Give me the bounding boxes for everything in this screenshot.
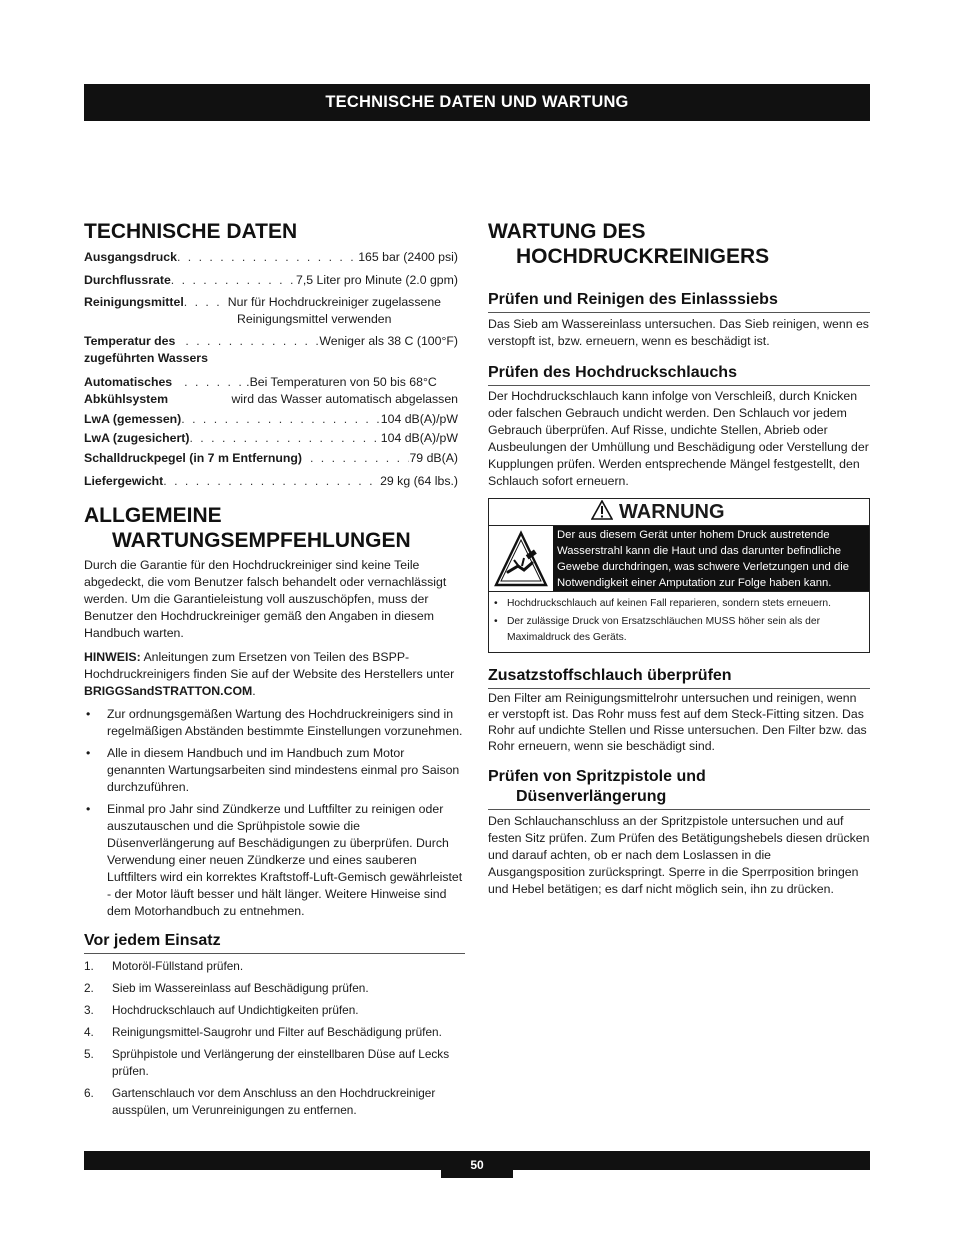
website-link: BRIGGSandSTRATTON.COM — [84, 684, 253, 698]
page-header: TECHNISCHE DATEN UND WARTUNG — [84, 84, 870, 121]
spec-row: Automatisches . . . .Bei Temperaturen von 50 bis 68°C Abkühlsystem wird das Wasser automatisch abgelassen — [84, 374, 458, 408]
injection-hazard-icon — [489, 526, 553, 591]
list-item: • Alle in diesem Handbuch und im Handbuch zum Motor genannten Wartungsarbeiten sind mindestens einmal pro Saison durchzuführen. — [84, 745, 465, 796]
warning-box — [488, 498, 870, 653]
page-number: 50 — [441, 1152, 513, 1178]
list-item: 5. Sprühpistole und Verlängerung der einstellbaren Düse auf Lecks prüfen. — [84, 1047, 450, 1078]
list-item: 3. Hochdruckschlauch auf Undichtigkeiten prüfen. — [84, 1003, 359, 1017]
spec-row: Schalldruckpegel (in 7 m Entfernung) . . . 79 dB(A) — [84, 450, 458, 467]
list-item: • Einmal pro Jahr sind Zündkerze und Luftfilter zu reinigen oder auszutauschen und die Sprühpistole sowie die Düsenverlängerung auf Beschädigungen zu überprüfen. Durch Verwendung einer neuen Zündkerze und eines sauberen Luftfilters wird ein korrektes Kraftstoff-Luft-Gemisch gewährleistet - der Motor läuft besser und hält länger. Weitere Hinweise sind dem Motorhandbuch zu entnehmen. — [84, 801, 465, 920]
general-maintenance-body — [84, 557, 465, 925]
tech-data-title: TECHNISCHE DATEN — [84, 220, 298, 243]
list-item: • Der zulässige Druck von Ersatzschläuchen MUSS höher sein als der Maximaldruck des Geräts. — [493, 614, 865, 646]
spec-row: LwA (gemessen) . . . 104 dB(A)/pW — [84, 411, 458, 428]
general-bullet-list — [84, 706, 465, 920]
before-use-list — [84, 958, 465, 1124]
list-item: • Hochdruckschlauch auf keinen Fall reparieren, sondern stets erneuern. — [493, 596, 865, 612]
spec-row: Ausgangsdruck . . . 165 bar (2400 psi) — [84, 249, 458, 266]
additive-text: Den Filter am Reinigungsmittelrohr untersuchen und reinigen, wenn er verstopft ist. Das Rohr muss fest auf dem Steck-Fitting sitzen. Das Rohr auf undichte Stellen und Risse untersuchen. Den Filter bzw. das Rohr erneuern, wenn sie beschädigt sind. — [488, 691, 867, 753]
warning-header — [489, 499, 869, 526]
list-item: 2. Sieb im Wassereinlass auf Beschädigung prüfen. — [84, 981, 369, 995]
hose-text: Der Hochdruckschlauch kann infolge von Verschleiß, durch Knicken oder falschen Gebrauch undicht werden. Den Schlauch vor jedem Gebrauch überprüfen. Auf Risse, undichte Stellen, Abrieb oder Ausbeulungen der Umhüllung und Beschädigung oder Verstellung der Kupplungen prüfen. Werden entsprechende Mängel festgestellt, den Schlauch sofort erneuern. — [488, 389, 869, 488]
warning-body — [489, 526, 869, 592]
maintenance-title: WARTUNG DES HOCHDRUCKREINIGERS — [488, 220, 770, 268]
note-paragraph: HINWEIS: Anleitungen zum Ersetzen von Teilen des BSPP-Hochdruckreinigers finden Sie auf der Website des Herstellers unter BRIGGSandSTRATTON.COM. — [84, 650, 455, 698]
before-use-title: Vor jedem Einsatz — [84, 931, 465, 954]
gun-title: Prüfen von Spritzpistole und Düsenverlängerung — [488, 767, 870, 810]
additive-title: Zusatzstoffschlauch überprüfen — [488, 666, 870, 689]
list-item: 1. Motoröl-Füllstand prüfen. — [84, 959, 244, 973]
list-item: 6. Gartenschlauch vor dem Anschluss an den Hochdruckreiniger ausspülen, um Verunreinigungen zu entfernen. — [84, 1086, 436, 1117]
warning-bullet-list — [489, 592, 869, 646]
general-intro: Durch die Garantie für den Hochdruckreiniger sind keine Teile abgedeckt, die vom Benutzer falsch behandelt oder vernachlässigt werden. Um die Garantieleistung voll auszuschöpfen, muss der Benutzer den Hochdruckreiniger gemäß den Angaben in diesem Handbuch warten. — [84, 558, 447, 640]
general-maintenance-title: ALLGEMEINE WARTUNGSEMPFEHLUNGEN — [84, 504, 411, 552]
spec-row: Liefergewicht . . . 29 kg (64 lbs.) — [84, 473, 458, 490]
spec-row: Reinigungsmittel . . . Nur für Hochdruckreiniger zugelassene Reinigungsmittel verwenden — [84, 294, 458, 328]
hose-title: Prüfen des Hochdruckschlauchs — [488, 363, 870, 386]
list-item: • Zur ordnungsgemäßen Wartung des Hochdruckreinigers sind in regelmäßigen Abständen bestimmte Einstellungen vorzunehmen. — [84, 706, 465, 740]
warning-triangle-icon — [591, 500, 613, 525]
warning-title: WARNUNG — [619, 500, 725, 523]
spec-row: Temperatur des . . . Weniger als 38 C (100°F) zugeführten Wassers — [84, 333, 458, 367]
spec-row: Durchflussrate . . . 7,5 Liter pro Minute (2.0 gpm) — [84, 272, 458, 289]
inlet-title: Prüfen und Reinigen des Einlasssiebs — [488, 290, 870, 313]
warning-text: Der aus diesem Gerät unter hohem Druck austretende Wasserstrahl kann die Haut und das darunter befindliche Gewebe durchdringen, was schwere Verletzungen und die Notwendigkeit einer Amputation zur Folge haben kann. — [553, 526, 869, 591]
gun-text: Den Schlauchanschluss an der Spritzpistole untersuchen und auf festen Sitz prüfen. Zum Prüfen des Betätigungshebels diesen drücken und darauf achten, ob er nach dem Loslassen in die Ausgangsposition zurückspringt. Sperre in die Sperrposition bringen und Hebel betätigen; es darf nicht möglich sein, ihn zu drücken. — [488, 814, 870, 896]
list-item: 4. Reinigungsmittel-Saugrohr und Filter auf Beschädigung prüfen. — [84, 1025, 442, 1039]
inlet-text: Das Sieb am Wassereinlass untersuchen. Das Sieb reinigen, wenn es verstopft ist, bzw. erneuern, wenn es beschädigt ist. — [488, 317, 869, 348]
spec-row: LwA (zugesichert) . . . 104 dB(A)/pW — [84, 430, 458, 447]
